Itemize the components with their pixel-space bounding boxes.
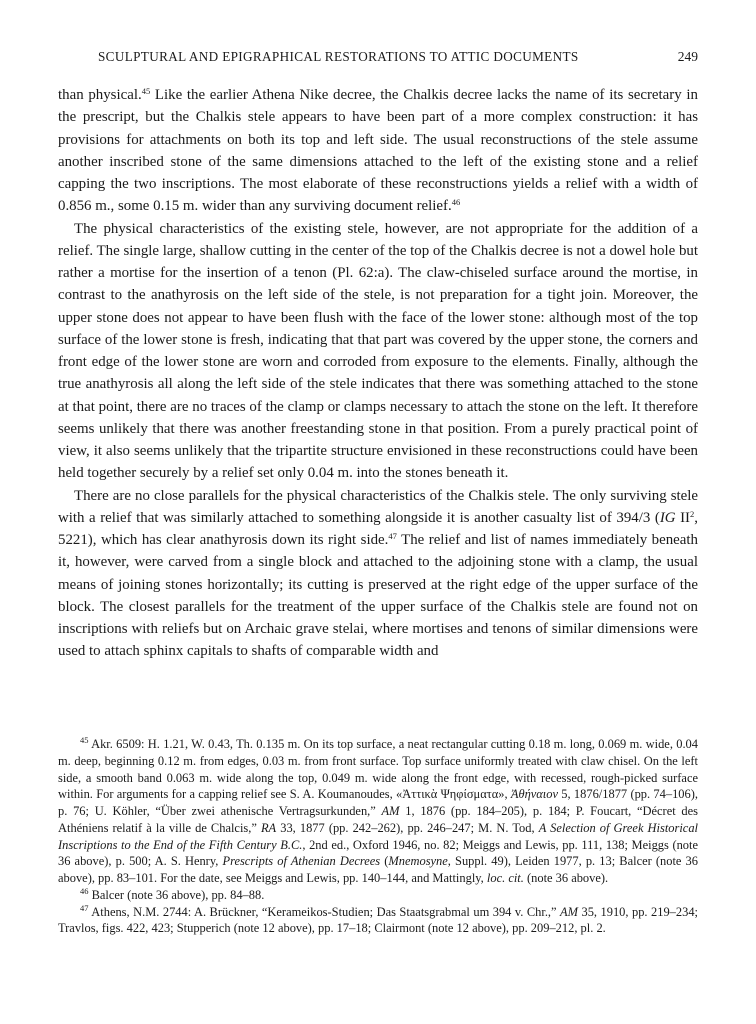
note-ref: 45 xyxy=(80,735,89,745)
italic-text: loc. cit. xyxy=(486,871,524,885)
note-ref: 47 xyxy=(388,531,397,541)
footnote-45 xyxy=(58,736,698,887)
italic-text: Mnemosyne xyxy=(388,854,448,869)
footnote-47 xyxy=(58,904,698,938)
text-run: 35, 1910, pp. 219–234; Travlos, figs. 422, 423; Stupperich (note 12 above), pp. 17–18; Clairmont (note 12 above), pp. 209–212, pl. 2. xyxy=(58,904,698,936)
note-ref: 2 xyxy=(690,508,695,519)
text-run: Akr. 6509: H. 1.21, W. 0.43, Th. 0.135 m. On its top surface, a neat rectangular cutting 0.18 m. long, 0.069 m. wide, 0.04 m. deep, beginning 0.12 m. from edges, 0.03 m. from front surface. Top surface uniformly treated with claw chisel. On the left side, a smooth band 0.063 m. wide along the top, 0.049 m. wide along the front edge, with recessed, rough-picked surface within. For arguments for a capping relief see S. A. Koumanoudes, «Ἀττικὰ Ψηφίσματα», xyxy=(58,737,698,802)
footnotes xyxy=(58,736,698,937)
running-head-title: SCULPTURAL AND EPIGRAPHICAL RESTORATIONS TO ATTIC DOCUMENTS xyxy=(98,49,579,64)
footnote-46 xyxy=(58,887,698,904)
italic-text: Prescripts of Athenian Decrees xyxy=(222,854,381,869)
text-run: Athens, N.M. 2744: A. Brückner, “Kerameikos-Studien; Das Staatsgrabmal um 394 v. Chr.,” xyxy=(88,904,561,919)
text-run: Balcer (note 36 above), pp. 84–88. xyxy=(88,887,265,902)
page-number: 249 xyxy=(677,49,698,64)
text-run: Like the earlier Athena Nike decree, the Chalkis decree lacks the name of its secretary in the prescript, but the Chalkis stele appears to have been part of a more complex construction: it has provisions for attachments on both its top and left side. The usual reconstructions of the stele assume another inscribed stone of the same dimensions attached to the left of the existing stone and a relief capping the two inscriptions. The most elaborate of these reconstructions yields a relief with a width of 0.856 m., some 0.15 m. wider than any surviving document relief. xyxy=(58,87,698,215)
text-run: ( xyxy=(380,854,389,869)
italic-text: AM xyxy=(381,804,400,818)
body-text xyxy=(58,84,698,663)
text-run: (note 36 above). xyxy=(523,871,609,885)
italic-text: RA xyxy=(260,820,277,835)
text-run: , 5221), which has clear anathyrosis down its right side. xyxy=(58,509,698,548)
running-header xyxy=(58,49,698,69)
text-run: 5, 1876/1877 (pp. 74–106), p. 76; U. Köhler, “Über zwei athenische Vertragsurkunden,” xyxy=(58,787,698,818)
text-run: , Suppl. 49), Leiden 1977, p. 13; Balcer (note 36 above), pp. 83–101. For the date, see Meiggs and Lewis, pp. 140–144, and Mattingly, xyxy=(58,854,698,885)
text-run: II xyxy=(675,509,691,526)
text-run: The physical characteristics of the existing stele, however, are not appropriate for the addition of a relief. The single large, shallow cutting in the center of the top of the Chalkis decree is not a dowel hole but rather a mortise for the insertion of a tenon (Pl. 62:a). The claw-chiseled surface around the mortise, in contrast to the anathyrosis on the left side of the stele, is not preparation for a tight join. Moreover, the upper stone does not appear to have been flush with the face of the lower stone: although most of the top surface of the lower stone is fresh, indicating that that part was covered by the upper stone, the corners and front edge of the lower stone are worn and corroded from exposure to the elements. Finally, although the true anathyrosis all along the left side of the stele indicates that there was something attached to the stone at that point, there are no traces of the clamp or clamps necessary to attach the stone on the left. It therefore seems unlikely that there was another freestanding stone in that position. From a purely practical point of view, it also seems unlikely that the tripartite structure envisioned in these reconstructions could have been held together securely by a relief set only 0.04 m. into the stones beneath it. xyxy=(58,220,698,482)
text-run: , 2nd ed., Oxford 1946, no. 82; Meiggs and Lewis, pp. 111, 138; Meiggs (note 36 above), p. 500; A. S. Henry, xyxy=(58,837,698,869)
text-run: than physical. xyxy=(58,87,142,103)
italic-text: IG xyxy=(659,509,676,526)
paragraph-2 xyxy=(58,218,698,485)
paragraph-3 xyxy=(58,485,698,663)
italic-text: AM xyxy=(560,904,579,919)
note-ref: 46 xyxy=(451,197,461,208)
note-ref: 46 xyxy=(80,885,89,896)
text-run: There are no close parallels for the physical characteristics of the Chalkis stele. The only surviving stele with a relief that was similarly attached to something alongside it is another casualty list of 394/3 ( xyxy=(58,487,698,526)
paragraph-1 xyxy=(58,84,698,218)
text-run: 33, 1877 (pp. 242–262), pp. 246–247; M. N. Tod, xyxy=(276,820,539,835)
text-run: The relief and list of names immediately beneath it, however, were carved from a single block and attached to the adjoining stone with a clamp, the usual means of joining stones horizontally; its cutting is preserved at the right edge of the upper surface of the block. The closest parallels for the treatment of the upper surface of the Chalkis stele are found not on inscriptions with reliefs but on Archaic grave stelai, where mortises and tenons of similar dimensions were used to attach sphinx capitals to shafts of comparable width and xyxy=(58,532,698,660)
text-run: 1, 1876 (pp. 184–205), p. 184; P. Foucart, “Décret des Athéniens relatif à la ville de Chalcis,” xyxy=(58,804,698,835)
note-ref: 45 xyxy=(141,86,151,96)
note-ref: 47 xyxy=(80,902,89,913)
italic-text: A Selection of Greek Historical Inscriptions to the End of the Fifth Century B.C. xyxy=(58,820,698,852)
italic-text: Ἀθήναιον xyxy=(510,787,558,802)
